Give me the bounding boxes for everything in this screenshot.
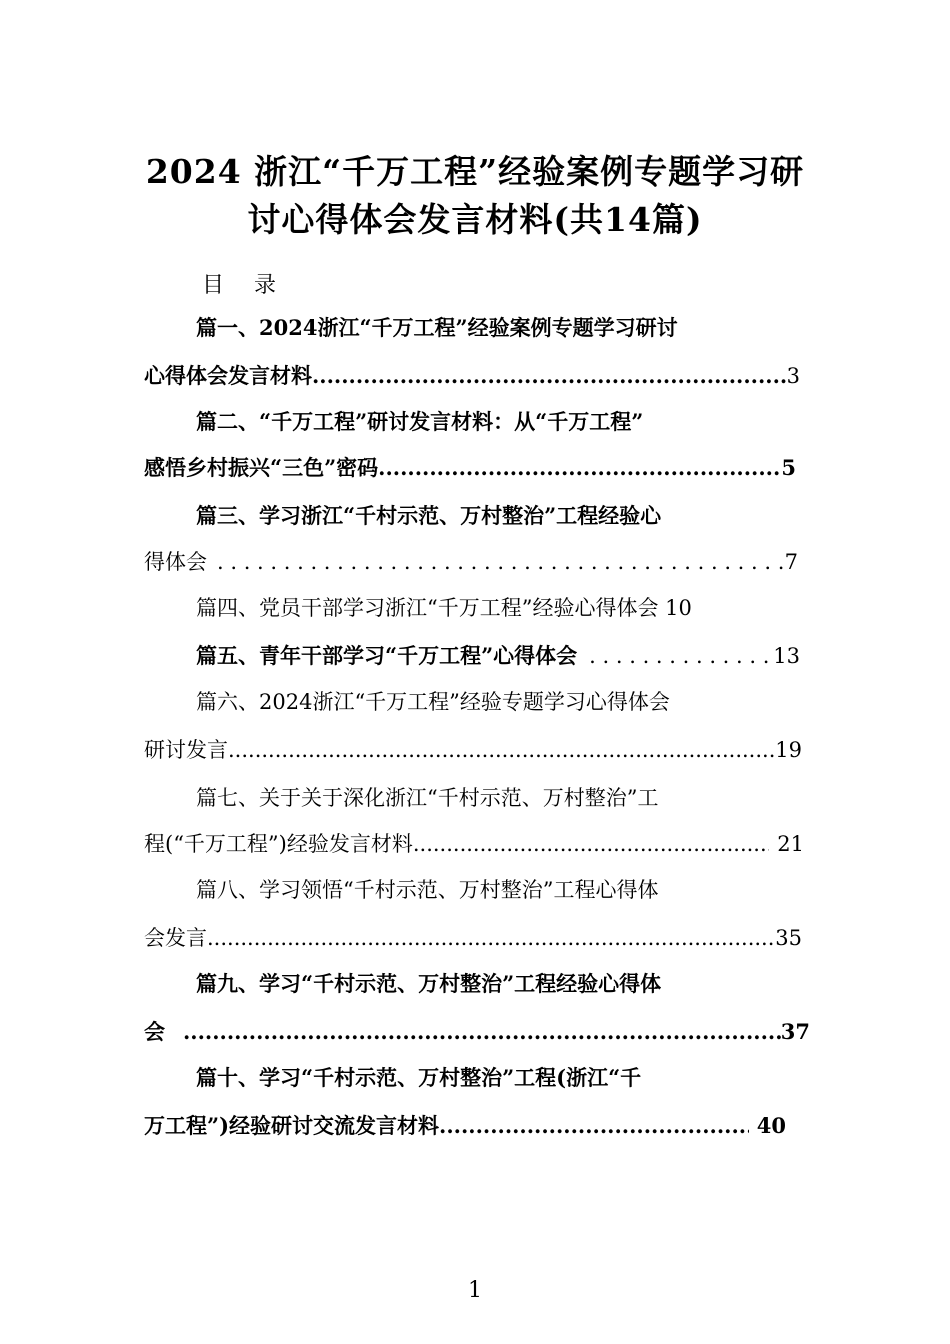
toc-entry-10-first-line: 篇十、学习“千村示范、万村整治”工程(浙江“千 bbox=[196, 1065, 642, 1090]
toc-entry-6-text: 研讨发言 bbox=[144, 738, 228, 762]
toc-entry-10-second-line bbox=[144, 1110, 786, 1142]
toc-entry-4-page: 10 bbox=[665, 596, 692, 620]
toc-entry-5 bbox=[196, 640, 800, 672]
toc-entry-5-text: 篇五、青年干部学习“千万工程”心得体会 bbox=[196, 643, 578, 668]
document-title-line-2: 讨心得体会发言材料(共14篇) bbox=[247, 200, 703, 239]
toc-entry-7-text: 程(“千万工程”)经验发言材料 bbox=[144, 832, 413, 856]
toc-entry-4-text: 篇四、党员干部学习浙江“千万工程”经验心得体会 bbox=[196, 596, 659, 620]
toc-leader-dots bbox=[439, 1110, 749, 1142]
toc-entry-2-page: 5 bbox=[781, 455, 796, 480]
toc-entry-8-first-line: 篇八、学习领悟“千村示范、万村整治”工程心得体 bbox=[196, 878, 659, 902]
toc-entry-6-second-line bbox=[144, 734, 802, 766]
toc-entry-1-first-line: 篇一、2024浙江“千万工程”经验案例专题学习研讨 bbox=[196, 315, 678, 340]
toc-leader-dots bbox=[378, 452, 781, 484]
toc-entry-4 bbox=[196, 592, 692, 624]
toc-entry-9-second-line bbox=[144, 1016, 810, 1048]
toc-entry-8-text: 会发言 bbox=[144, 926, 207, 950]
toc-leader-dots bbox=[312, 360, 787, 392]
toc-entry-9-first-line: 篇九、学习“千村示范、万村整治”工程经验心得体 bbox=[196, 971, 662, 996]
toc-leader-dots bbox=[207, 922, 775, 954]
toc-entry-9-page: 37 bbox=[780, 1019, 810, 1044]
toc-entry-6-page: 19 bbox=[775, 738, 802, 762]
toc-leader-dots bbox=[228, 734, 775, 766]
toc-entry-7-first-line: 篇七、关于关于深化浙江“千村示范、万村整治”工 bbox=[196, 786, 659, 810]
toc-entry-2-second-line bbox=[144, 452, 796, 484]
page-number: 1 bbox=[468, 1278, 482, 1303]
toc-entry-10-text: 万工程”)经验研讨交流发言材料 bbox=[144, 1113, 440, 1138]
toc-heading: 目录 bbox=[202, 273, 307, 298]
toc-entry-8-page: 35 bbox=[775, 926, 802, 950]
document-title-line-1: 2024 浙江“千万工程”经验案例专题学习研 bbox=[145, 152, 805, 191]
toc-entry-6-first-line: 篇六、2024浙江“千万工程”经验专题学习心得体会 bbox=[196, 690, 670, 714]
toc-entry-10-page: 40 bbox=[756, 1113, 786, 1138]
toc-entry-3-page: 7 bbox=[784, 550, 798, 574]
toc-entry-8-second-line bbox=[144, 922, 802, 954]
toc-entry-1-page: 3 bbox=[786, 364, 800, 388]
toc-entry-5-page: 13 bbox=[773, 644, 800, 668]
toc-entry-2-first-line: 篇二、“千万工程”研讨发言材料：从“千万工程” bbox=[196, 409, 644, 434]
toc-entry-3-second-line bbox=[144, 546, 798, 578]
toc-leader-dots bbox=[183, 1016, 781, 1048]
toc-entry-1-second-line bbox=[144, 360, 800, 392]
toc-entry-3-text: 得体会 bbox=[144, 550, 207, 574]
toc-leader-dots bbox=[413, 828, 769, 860]
toc-entry-1-text: 心得体会发言材料 bbox=[144, 363, 312, 388]
toc-entry-3-first-line: 篇三、学习浙江“千村示范、万村整治”工程经验心 bbox=[196, 503, 662, 528]
toc-entry-7-second-line bbox=[144, 828, 804, 860]
toc-entry-7-page: 21 bbox=[777, 832, 804, 856]
toc-leader-dots bbox=[207, 546, 785, 578]
toc-entry-2-text: 感悟乡村振兴“三色”密码 bbox=[144, 455, 379, 480]
toc-entry-9-text: 会 bbox=[144, 1019, 165, 1044]
toc-leader-dots bbox=[577, 640, 773, 672]
